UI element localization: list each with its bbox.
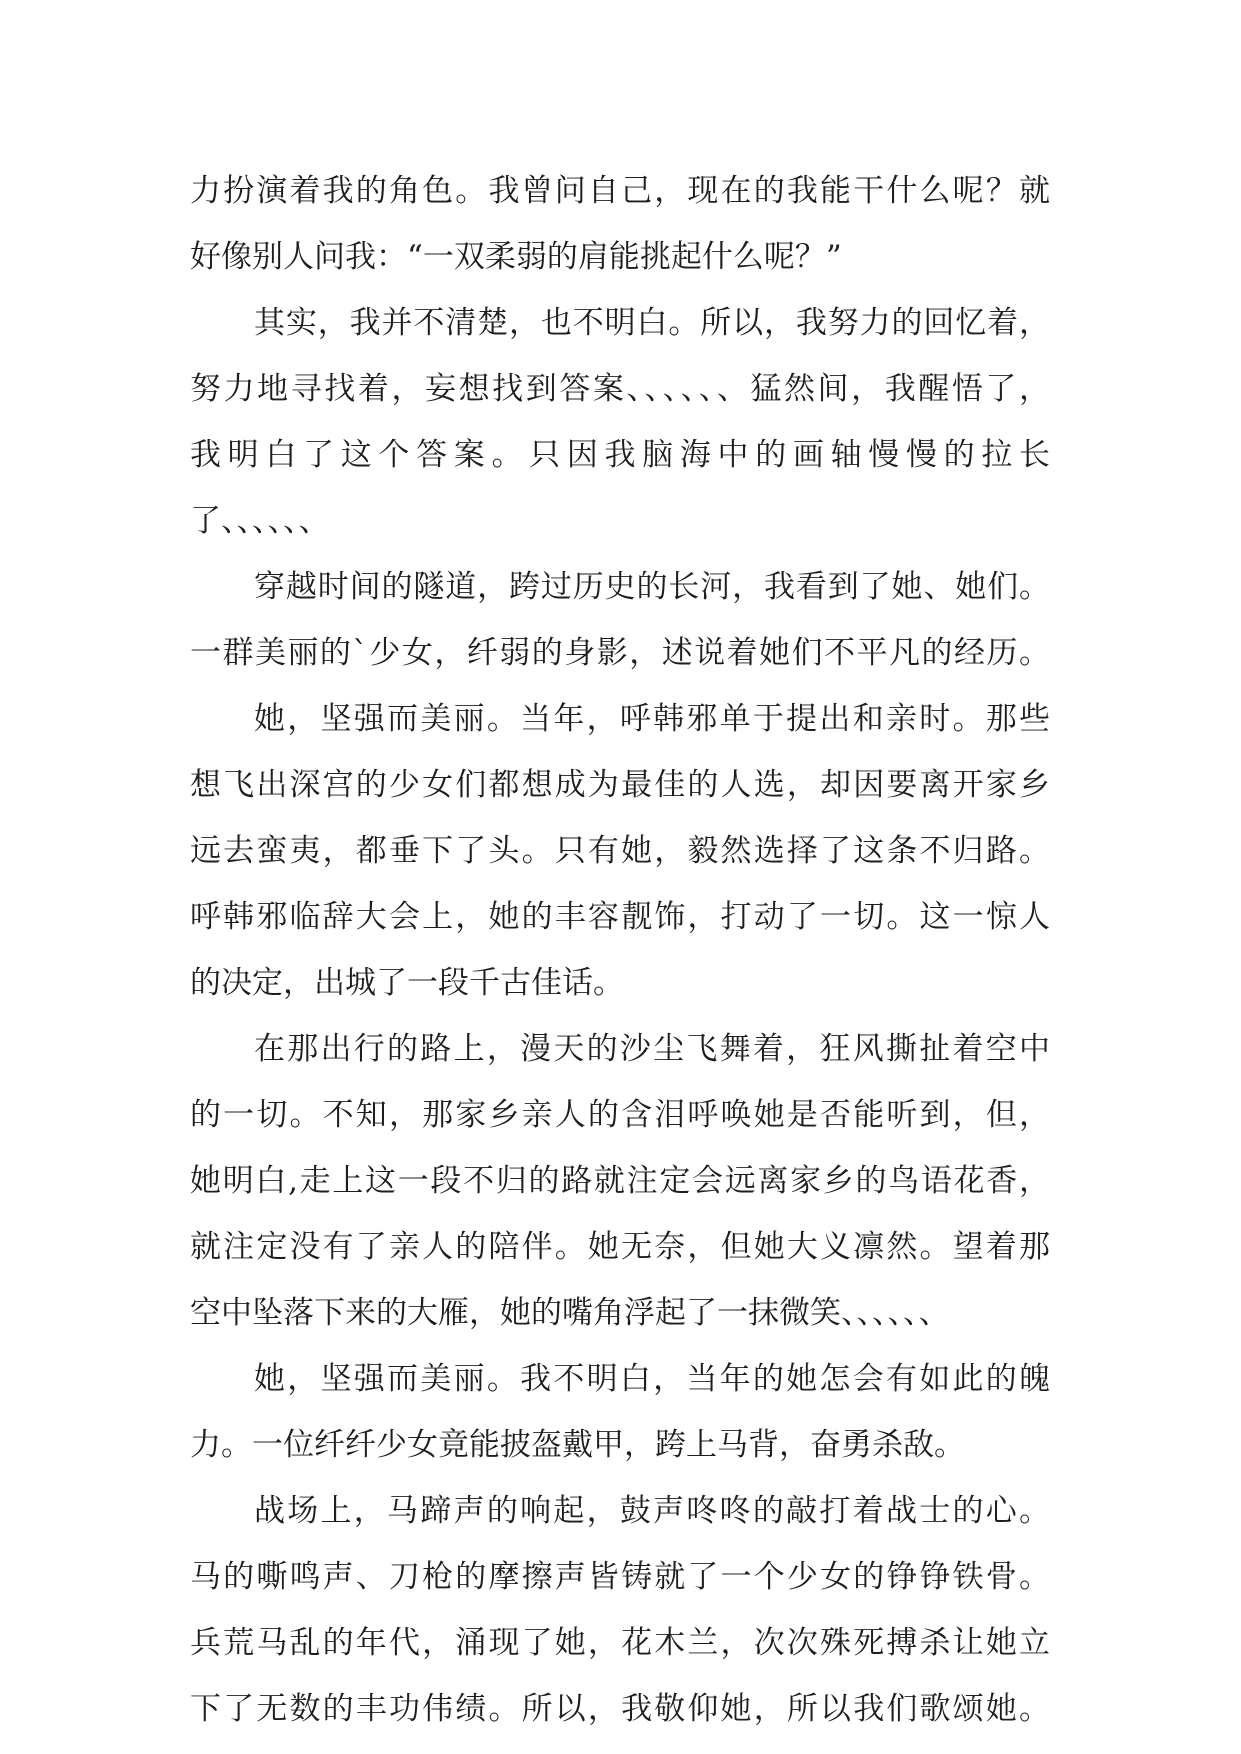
text-line: 想飞出深宫的少女们都想成为最佳的人选，却因要离开家乡 — [190, 767, 1050, 803]
text-line: 其实，我并不清楚，也不明白。所以，我努力的回忆着， — [254, 305, 1050, 341]
text-line: 力。一位纤纤少女竟能披盔戴甲，跨上马背，奋勇杀敌。 — [190, 1427, 965, 1463]
text-line: 努力地寻找着，妄想找到答案、、、、、、猛然间，我醒悟了， — [190, 371, 1050, 407]
text-line: 在那出行的路上，漫天的沙尘飞舞着，狂风撕扯着空中 — [254, 1031, 1050, 1067]
text-line: 好像别人问我：“一双柔弱的肩能挑起什么呢？” — [190, 239, 842, 275]
text-line: 的决定，出城了一段千古佳话。 — [190, 965, 624, 1001]
document-body — [190, 158, 1050, 1742]
text-line: 她，坚强而美丽。我不明白，当年的她怎会有如此的魄 — [254, 1361, 1050, 1397]
text-line: 穿越时间的隧道，跨过历史的长河，我看到了她、她们。 — [254, 569, 1050, 605]
text-line: 了、、、、、、 — [190, 503, 330, 539]
text-line: 她，坚强而美丽。当年，呼韩邪单于提出和亲时。那些 — [254, 701, 1050, 737]
text-line: 战场上，马蹄声的响起，鼓声咚咚的敲打着战士的心。 — [254, 1493, 1050, 1529]
text-line: 的一切。不知，那家乡亲人的含泪呼唤她是否能听到，但， — [190, 1097, 1050, 1133]
text-line: 就注定没有了亲人的陪伴。她无奈，但她大义凛然。望着那 — [190, 1229, 1050, 1265]
text-line: 我明白了这个答案。只因我脑海中的画轴慢慢的拉长 — [190, 437, 1050, 473]
text-line: 空中坠落下来的大雁，她的嘴角浮起了一抹微笑、、、、、、 — [190, 1295, 950, 1331]
text-line: 远去蛮夷，都垂下了头。只有她，毅然选择了这条不归路。 — [190, 833, 1050, 869]
text-line: 马的嘶鸣声、刀枪的摩擦声皆铸就了一个少女的铮铮铁骨。 — [190, 1559, 1050, 1595]
text-line: 力扮演着我的角色。我曾问自己，现在的我能干什么呢？就 — [190, 173, 1050, 209]
text-line: 下了无数的丰功伟绩。所以，我敬仰她，所以我们歌颂她。 — [190, 1691, 1050, 1727]
text-line: 呼韩邪临辞大会上，她的丰容靓饰，打动了一切。这一惊人 — [190, 899, 1050, 935]
text-line: 兵荒马乱的年代，涌现了她，花木兰，次次殊死搏杀让她立 — [190, 1625, 1050, 1661]
text-line: 一群美丽的`少女，纤弱的身影，述说着她们不平凡的经历。 — [190, 635, 1050, 671]
text-line: 她明白,走上这一段不归的路就注定会远离家乡的鸟语花香， — [190, 1163, 1050, 1199]
